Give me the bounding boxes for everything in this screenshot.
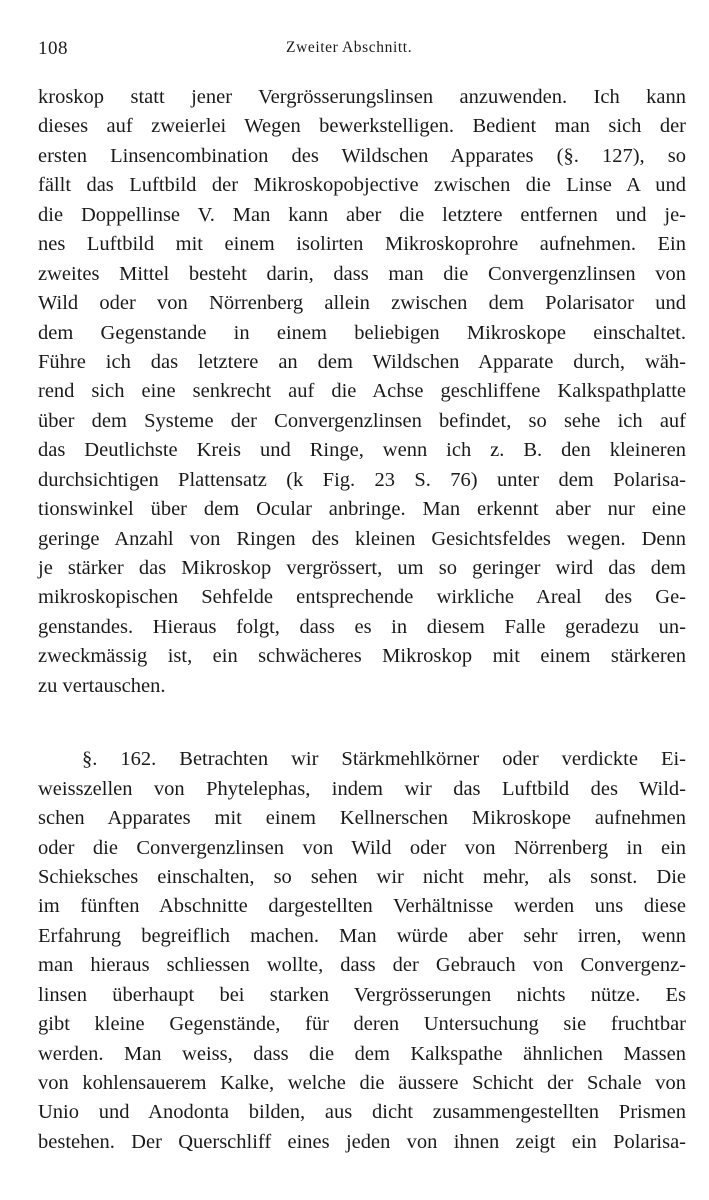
text-line: nes Luftbild mit einem isolirten Mikroskoprohre aufnehmen. Ein <box>38 233 686 256</box>
text-line: dem Gegenstande in einem beliebigen Mikroskope einschaltet. <box>38 321 686 344</box>
text-line: genstandes. Hieraus folgt, dass es in diesem Falle geradezu un- <box>38 615 686 638</box>
running-head: Zweiter Abschnitt. <box>286 39 413 56</box>
text-line: im fünften Abschnitte dargestellten Verhältnisse werden uns diese <box>38 895 686 918</box>
text-line: bestehen. Der Querschliff eines jeden von ihnen zeigt ein Polarisa- <box>38 1130 686 1153</box>
text-line: das Deutlichste Kreis und Ringe, wenn ich z. B. den kleineren <box>38 439 686 462</box>
text-line: linsen überhaupt bei starken Vergrösserungen nichts nütze. Es <box>38 983 686 1006</box>
page-header <box>38 38 686 62</box>
text-line: zweckmässig ist, ein schwächeres Mikroskop mit einem stärkeren <box>38 645 686 668</box>
text-line: werden. Man weiss, dass die dem Kalkspathe ähnlichen Massen <box>38 1042 686 1065</box>
text-line: ersten Linsencombination des Wildschen Apparates (§. 127), so <box>38 144 686 167</box>
text-line: über dem Systeme der Convergenzlinsen befindet, so sehe ich auf <box>38 409 686 432</box>
text-line: rend sich eine senkrecht auf die Achse geschliffene Kalkspathplatte <box>38 380 686 403</box>
text-line: von kohlensauerem Kalke, welche die äussere Schicht der Schale von <box>38 1072 686 1094</box>
text-line: weisszellen von Phytelephas, indem wir das Luftbild des Wild- <box>38 777 686 800</box>
text-line: geringe Anzahl von Ringen des kleinen Gesichtsfeldes wegen. Denn <box>38 527 686 550</box>
text-line: kroskop statt jener Vergrösserungslinsen anzuwenden. Ich kann <box>38 86 686 108</box>
paragraph-1 <box>38 83 686 701</box>
text-line: man hieraus schliessen wollte, dass der Gebrauch von Convergenz- <box>38 954 686 977</box>
text-line: zu vertauschen. <box>38 674 166 697</box>
text-line: mikroskopischen Sehfelde entsprechende wirkliche Areal des Ge- <box>38 586 686 609</box>
text-line: zweites Mittel besteht darin, dass man die Convergenzlinsen von <box>38 262 686 285</box>
text-line: dieses auf zweierlei Wegen bewerkstelligen. Bedient man sich der <box>38 115 686 138</box>
body-text <box>38 83 686 1157</box>
text-line: §. 162. Betrachten wir Stärkmehlkörner oder verdickte Ei- <box>82 748 686 771</box>
text-line: fällt das Luftbild der Mikroskopobjective zwischen die Linse A und <box>38 174 686 197</box>
text-line: Führe ich das letztere an dem Wildschen Apparate durch, wäh- <box>38 350 686 373</box>
text-line: Unio und Anodonta bilden, aus dicht zusammengestellten Prismen <box>38 1101 686 1124</box>
paragraph-gap <box>38 701 686 745</box>
text-line: oder die Convergenzlinsen von Wild oder von Nörrenberg in ein <box>38 836 686 859</box>
text-line: schen Apparates mit einem Kellnerschen Mikroskope aufnehmen <box>38 807 686 830</box>
text-line: je stärker das Mikroskop vergrössert, um so geringer wird das dem <box>38 557 686 579</box>
page-number: 108 <box>38 38 68 59</box>
text-line: Schieksches einschalten, so sehen wir nicht mehr, als sonst. Die <box>38 865 686 888</box>
text-line: die Doppellinse V. Man kann aber die letztere entfernen und je- <box>38 203 686 226</box>
text-line: gibt kleine Gegenstände, für deren Untersuchung sie fruchtbar <box>38 1013 686 1036</box>
paragraph-2 <box>38 745 686 1157</box>
text-line: durchsichtigen Plattensatz (k Fig. 23 S. 76) unter dem Polarisa- <box>38 468 686 491</box>
text-line: tionswinkel über dem Ocular anbringe. Man erkennt aber nur eine <box>38 498 686 521</box>
text-line: Wild oder von Nörrenberg allein zwischen dem Polarisator und <box>38 292 686 315</box>
text-line: Erfahrung begreiflich machen. Man würde aber sehr irren, wenn <box>38 924 686 947</box>
